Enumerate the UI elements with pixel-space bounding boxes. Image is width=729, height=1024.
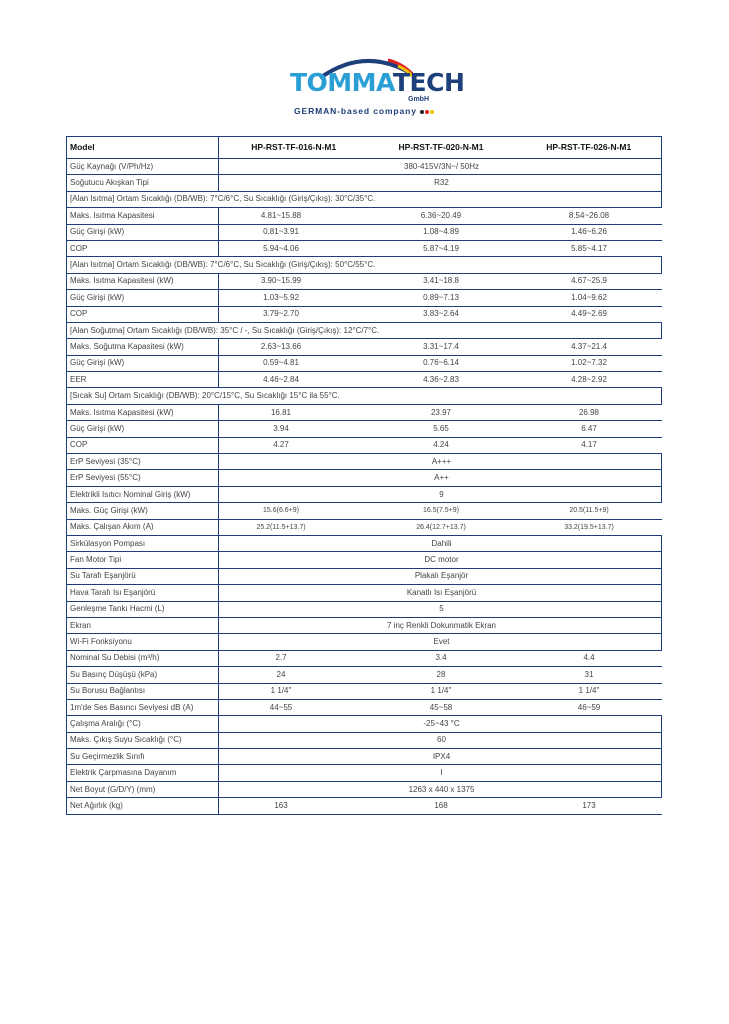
- header-model-3: HP-RST-TF-026-N-M1: [514, 137, 662, 159]
- row-value-2: [366, 503, 514, 519]
- spec-table: [66, 136, 662, 815]
- cell-text: 3.31~17.4: [423, 341, 459, 351]
- cell-text: 46~59: [577, 702, 601, 712]
- cell-text: 1.04~9.62: [571, 292, 607, 302]
- row-label: ErP Seviyesi (35°C): [67, 454, 219, 470]
- row-value-3: [514, 208, 662, 224]
- row-value-2: [366, 699, 514, 715]
- table-row: [67, 404, 662, 420]
- logo-tagline: [294, 106, 434, 116]
- row-label: Nominal Su Debisi (m³/h): [67, 650, 219, 666]
- cell-text: 5.87~4.19: [423, 243, 459, 253]
- cell-text: 4.67~25.9: [571, 276, 607, 286]
- row-value-2: [366, 224, 514, 240]
- row-label: COP: [67, 240, 219, 256]
- row-value-2: [366, 355, 514, 371]
- row-value-3: [514, 699, 662, 715]
- cell-text: 44~55: [269, 702, 293, 712]
- row-value-2: [366, 273, 514, 289]
- row-value-3: [514, 339, 662, 355]
- row-value-1: [219, 290, 366, 306]
- row-label: Su Geçirmezlik Sınıfı: [67, 749, 219, 765]
- row-value-2: [366, 404, 514, 420]
- cell-text: 5.65: [433, 423, 449, 433]
- row-value-1: [219, 404, 366, 420]
- row-label: Maks. Isıtma Kapasitesi: [67, 208, 219, 224]
- logo-dots-icon: [419, 106, 434, 116]
- row-label: Elektrikli Isıtıcı Nominal Giriş (kW): [67, 486, 219, 502]
- cell-text: 1.46~6.26: [571, 227, 607, 237]
- cell-text: 0.81~3.91: [263, 227, 299, 237]
- table-row: [67, 454, 662, 470]
- row-label: Net Boyut (G/D/Y) (mm): [67, 781, 219, 797]
- row-value-3: [514, 667, 662, 683]
- row-label: Maks. Isıtma Kapasitesi (kW): [67, 404, 219, 420]
- row-value-2: [366, 372, 514, 388]
- row-value-3: [514, 355, 662, 371]
- row-label: Maks. Güç Girişi (kW): [67, 503, 219, 519]
- row-value-1: [219, 421, 366, 437]
- row-label: Güç Girişi (kW): [67, 224, 219, 240]
- row-label: COP: [67, 306, 219, 322]
- row-value-1: [219, 339, 366, 355]
- row-value: Plakalı Eşanjör: [219, 568, 662, 584]
- cell-text: 1.02~7.32: [571, 358, 607, 368]
- cell-text: 4.27: [273, 440, 289, 450]
- table-row: [67, 486, 662, 502]
- row-label: Soğutucu Akışkan Tipi: [67, 175, 219, 191]
- table-row: [67, 617, 662, 633]
- cell-text: 4.24: [433, 440, 449, 450]
- row-value: I: [219, 765, 662, 781]
- table-row: [67, 732, 662, 748]
- cell-text: 3.4: [435, 653, 447, 663]
- cell-text: 4.17: [581, 440, 597, 450]
- row-value-3: [514, 503, 662, 519]
- row-label: Güç Girişi (kW): [67, 355, 219, 371]
- cell-text: 16.81: [270, 407, 292, 417]
- table-row: [67, 552, 662, 568]
- table-row: [67, 667, 662, 683]
- row-label: Fan Motor Tipi: [67, 552, 219, 568]
- row-value-1: [219, 683, 366, 699]
- row-value-2: [366, 683, 514, 699]
- cell-text: 33.2(19.5+13.7): [564, 523, 614, 531]
- row-value: 1263 x 440 x 1375: [219, 781, 662, 797]
- table-body: [67, 159, 662, 815]
- table-row: [67, 650, 662, 666]
- section-row: [67, 191, 662, 207]
- row-label: Maks. Isıtma Kapasitesi (kW): [67, 273, 219, 289]
- row-value-1: [219, 667, 366, 683]
- row-label: Su Tarafı Eşanjörü: [67, 568, 219, 584]
- row-value-3: [514, 437, 662, 453]
- cell-text: 0.76~6.14: [423, 358, 459, 368]
- row-value-3: [514, 683, 662, 699]
- table-row: [67, 798, 662, 814]
- table-row: [67, 683, 662, 699]
- section-heading: [Sıcak Su] Ortam Sıcaklığı (DB/WB): 20°C/15°C, Su Sıcaklığı 15°C ila 55°C.: [67, 388, 662, 404]
- cell-text: 5.94~4.06: [263, 243, 299, 253]
- section-row: [67, 388, 662, 404]
- cell-text: 1 1/4": [578, 686, 600, 696]
- table-row: [67, 601, 662, 617]
- cell-text: 2.7: [275, 653, 287, 663]
- row-value-2: [366, 667, 514, 683]
- table-header-row: [67, 137, 662, 159]
- row-value: -25~43 °C: [219, 716, 662, 732]
- cell-text: 4.81~15.88: [260, 210, 302, 220]
- cell-text: 1.08~4.89: [423, 227, 459, 237]
- row-label: Maks. Soğutma Kapasitesi (kW): [67, 339, 219, 355]
- logo-name-part1: TOMMA: [290, 68, 393, 97]
- cell-text: 4.28~2.92: [571, 374, 607, 384]
- cell-text: 16.5(7.5+9): [423, 507, 459, 515]
- cell-text: 3.83~2.64: [423, 309, 459, 319]
- row-value-1: [219, 519, 366, 535]
- row-value-3: [514, 798, 662, 814]
- row-value-1: [219, 240, 366, 256]
- row-value-1: [219, 224, 366, 240]
- cell-text: 3.41~18.8: [423, 276, 459, 286]
- row-value-2: [366, 798, 514, 814]
- row-value: DC motor: [219, 552, 662, 568]
- row-label: Güç Kaynağı (V/Ph/Hz): [67, 159, 219, 175]
- table-row: [67, 175, 662, 191]
- row-label: Maks. Çıkış Suyu Sıcaklığı (°C): [67, 732, 219, 748]
- row-value-1: [219, 306, 366, 322]
- row-label: Çalışma Aralığı (°C): [67, 716, 219, 732]
- row-value-1: [219, 355, 366, 371]
- row-value-2: [366, 339, 514, 355]
- row-value-3: [514, 650, 662, 666]
- cell-text: 3.90~15.99: [260, 276, 302, 286]
- row-label: ErP Seviyesi (55°C): [67, 470, 219, 486]
- cell-text: 1 1/4": [430, 686, 452, 696]
- row-value-3: [514, 421, 662, 437]
- table-row: [67, 421, 662, 437]
- row-value-3: [514, 519, 662, 535]
- row-label: Elektrik Çarpmasına Dayanım: [67, 765, 219, 781]
- cell-text: 4.46~2.84: [263, 374, 299, 384]
- cell-text: 23.97: [430, 407, 452, 417]
- row-value: 60: [219, 732, 662, 748]
- table-row: [67, 634, 662, 650]
- row-value-1: [219, 699, 366, 715]
- row-value-2: [366, 290, 514, 306]
- table-row: [67, 749, 662, 765]
- row-value-2: [366, 650, 514, 666]
- cell-text: 25.2(11.5+13.7): [256, 523, 306, 531]
- logo-suffix: GmbH: [408, 96, 429, 103]
- row-value: 5: [219, 601, 662, 617]
- row-label: Net Ağırlık (kg): [67, 798, 219, 814]
- table-row: [67, 355, 662, 371]
- row-value-2: [366, 306, 514, 322]
- row-value-1: [219, 372, 366, 388]
- cell-text: 168: [434, 800, 448, 810]
- cell-text: 0.59~4.81: [263, 358, 299, 368]
- company-logo: [280, 52, 465, 118]
- table-row: [67, 585, 662, 601]
- row-value-2: [366, 208, 514, 224]
- row-value-3: [514, 273, 662, 289]
- cell-text: 28: [436, 669, 446, 679]
- row-value-2: [366, 240, 514, 256]
- row-label: EER: [67, 372, 219, 388]
- logo-wordmark: [290, 68, 464, 97]
- table-row: [67, 519, 662, 535]
- row-value-3: [514, 404, 662, 420]
- table-row: [67, 208, 662, 224]
- table-row: [67, 339, 662, 355]
- row-value: A+++: [219, 454, 662, 470]
- section-row: [67, 322, 662, 338]
- cell-text: 26.98: [578, 407, 600, 417]
- cell-text: 6.47: [581, 423, 597, 433]
- cell-text: 3.79~2.70: [263, 309, 299, 319]
- cell-text: 4.37~21.4: [571, 341, 607, 351]
- header-model-1: HP-RST-TF-016-N-M1: [219, 137, 366, 159]
- cell-text: 3.94: [273, 423, 289, 433]
- row-label: Güç Girişi (kW): [67, 290, 219, 306]
- table-row: [67, 765, 662, 781]
- row-label: Güç Girişi (kW): [67, 421, 219, 437]
- cell-text: 24: [276, 669, 286, 679]
- cell-text: 4.4: [583, 653, 595, 663]
- row-value-2: [366, 421, 514, 437]
- table-row: [67, 699, 662, 715]
- table-row: [67, 372, 662, 388]
- row-value-2: [366, 437, 514, 453]
- cell-text: 45~58: [429, 702, 453, 712]
- cell-text: 2.63~13.66: [260, 341, 302, 351]
- row-label: Maks. Çalışan Akım (A): [67, 519, 219, 535]
- row-value: 9: [219, 486, 662, 502]
- table-row: [67, 781, 662, 797]
- cell-text: 4.49~2.69: [571, 309, 607, 319]
- cell-text: 5.85~4.17: [571, 243, 607, 253]
- row-value: R32: [219, 175, 662, 191]
- row-value: Kanatlı Isı Eşanjörü: [219, 585, 662, 601]
- row-value-1: [219, 208, 366, 224]
- row-value-3: [514, 290, 662, 306]
- table-row: [67, 535, 662, 551]
- section-heading: [Alan Isıtma] Ortam Sıcaklığı (DB/WB): 7°C/6°C, Su Sıcaklığı (Giriş/Çıkış): 50°C/55°C.: [67, 257, 662, 273]
- table-row: [67, 273, 662, 289]
- table-row: [67, 159, 662, 175]
- row-value-3: [514, 372, 662, 388]
- logo-tagline-text: GERMAN-based company: [294, 106, 417, 116]
- cell-text: 1.03~5.92: [263, 292, 299, 302]
- cell-text: 1 1/4": [270, 686, 292, 696]
- table-row: [67, 290, 662, 306]
- table-row: [67, 470, 662, 486]
- row-label: Ekran: [67, 617, 219, 633]
- cell-text: 173: [582, 800, 596, 810]
- row-value: IPX4: [219, 749, 662, 765]
- row-value-1: [219, 273, 366, 289]
- cell-text: 26.4(12.7+13.7): [416, 523, 466, 531]
- row-label: 1m'de Ses Basıncı Seviyesi dB (A): [67, 699, 219, 715]
- table-row: [67, 224, 662, 240]
- table-row: [67, 716, 662, 732]
- row-value-1: [219, 798, 366, 814]
- row-value-3: [514, 240, 662, 256]
- row-value-3: [514, 224, 662, 240]
- header-model: Model: [67, 137, 219, 159]
- row-label: Genleşme Tankı Hacmi (L): [67, 601, 219, 617]
- row-value-2: [366, 519, 514, 535]
- section-heading: [Alan Isıtma] Ortam Sıcaklığı (DB/WB): 7°C/6°C, Su Sıcaklığı (Giriş/Çıkış): 30°C/35°C.: [67, 191, 662, 207]
- row-value-3: [514, 306, 662, 322]
- row-label: Su Borusu Bağlantısı: [67, 683, 219, 699]
- cell-text: 8.54~26.08: [568, 210, 610, 220]
- cell-text: 15.6(6.6+9): [263, 507, 299, 515]
- table-row: [67, 240, 662, 256]
- cell-text: 0.89~7.13: [423, 292, 459, 302]
- row-value: 7 inç Renkli Dokunmatik Ekran: [219, 617, 662, 633]
- cell-text: 20.5(11.5+9): [569, 507, 609, 515]
- row-value-1: [219, 650, 366, 666]
- cell-text: 6.36~20.49: [420, 210, 462, 220]
- row-label: COP: [67, 437, 219, 453]
- row-value: 380-415V/3N~/ 50Hz: [219, 159, 662, 175]
- row-label: Wi-Fi Fonksiyonu: [67, 634, 219, 650]
- logo-name-part2: TECH: [392, 68, 465, 97]
- row-label: Hava Tarafı Isı Eşanjörü: [67, 585, 219, 601]
- row-value-1: [219, 437, 366, 453]
- row-label: Su Basınç Düşüşü (kPa): [67, 667, 219, 683]
- section-row: [67, 257, 662, 273]
- row-value-1: [219, 503, 366, 519]
- table-row: [67, 437, 662, 453]
- table-row: [67, 568, 662, 584]
- cell-text: 4.36~2.83: [423, 374, 459, 384]
- section-heading: [Alan Soğutma] Ortam Sıcaklığı (DB/WB): 35°C / -, Su Sıcaklığı (Giriş/Çıkış): 12°C/7°C.: [67, 322, 662, 338]
- row-value: Dahili: [219, 535, 662, 551]
- row-value: Evet: [219, 634, 662, 650]
- row-value: A++: [219, 470, 662, 486]
- header-model-2: HP-RST-TF-020-N-M1: [366, 137, 514, 159]
- cell-text: 31: [584, 669, 594, 679]
- table-row: [67, 503, 662, 519]
- row-label: Sirkülasyon Pompası: [67, 535, 219, 551]
- cell-text: 163: [274, 800, 288, 810]
- table-row: [67, 306, 662, 322]
